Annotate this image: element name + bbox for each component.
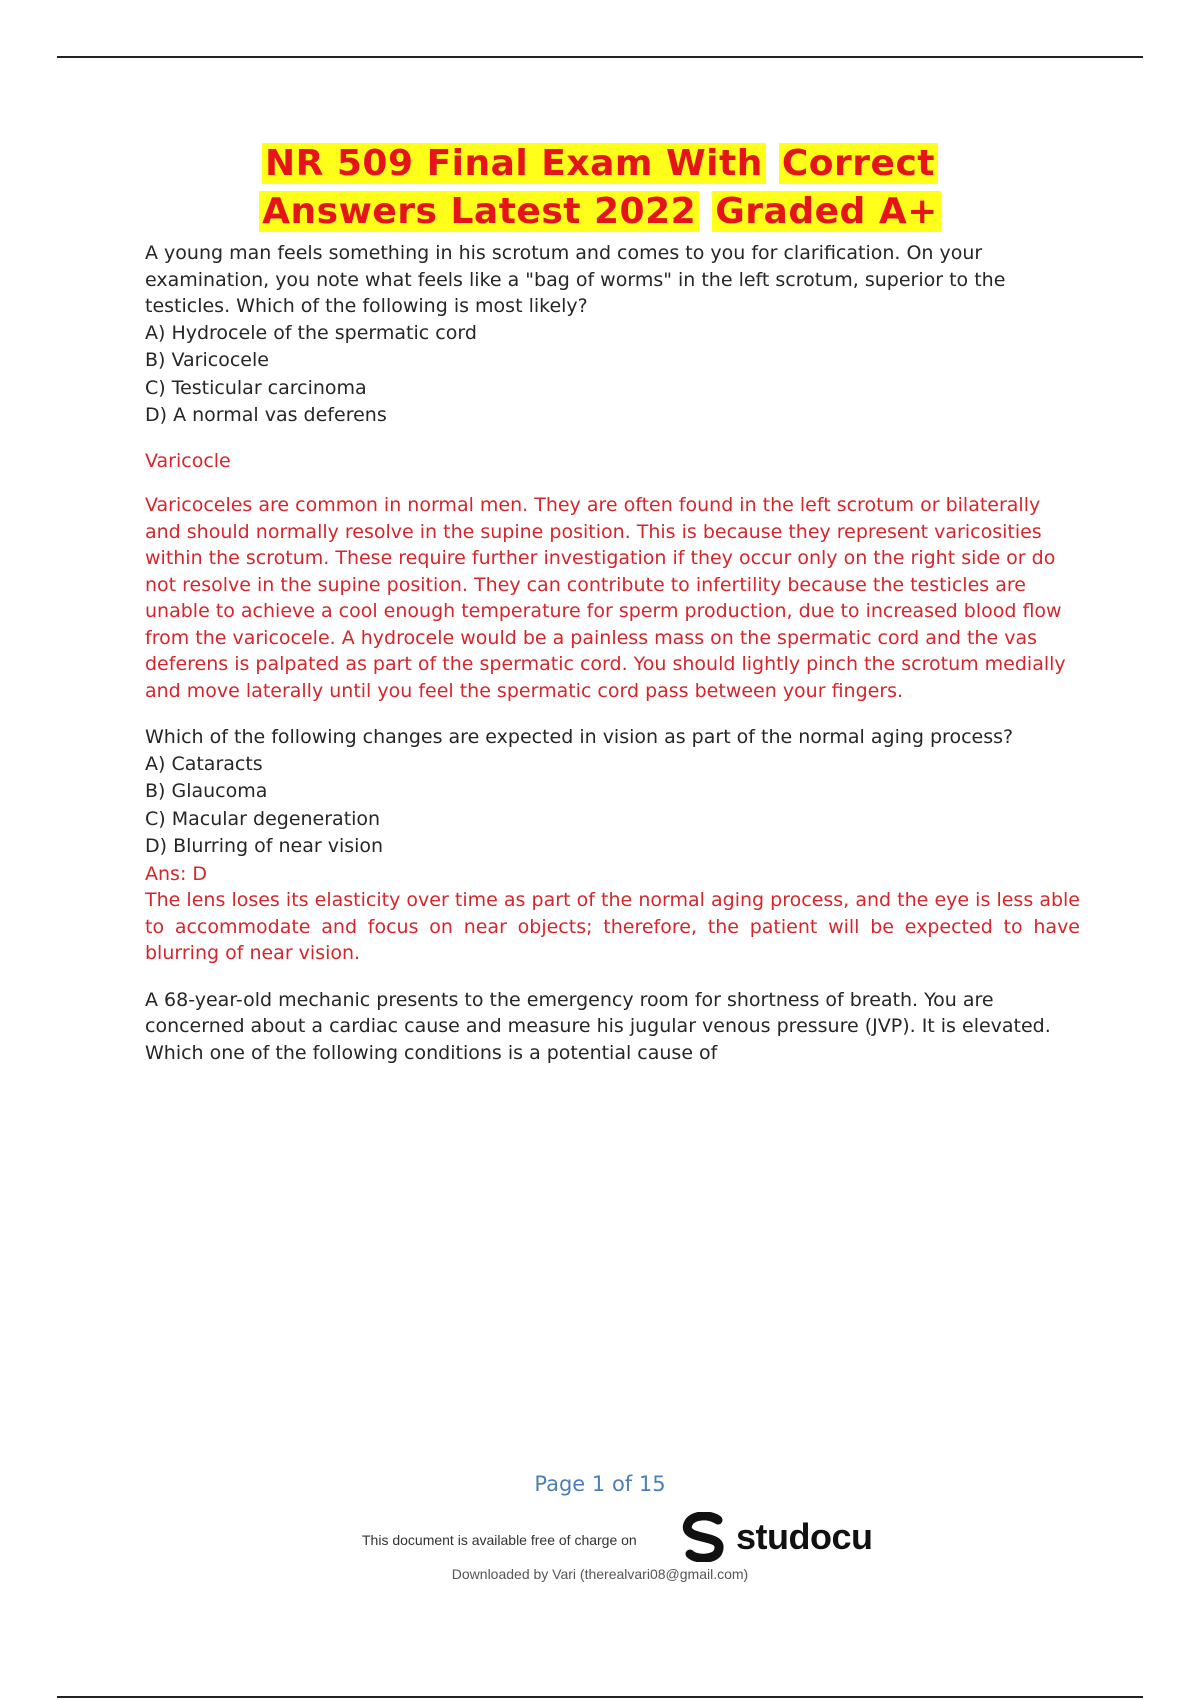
option: A) Cataracts [145,752,263,775]
question-2-answer: Ans: D [145,862,208,885]
downloaded-by: Downloaded by Vari (therealvari08@gmail.com) [451,1566,749,1582]
top-rule [57,56,1143,58]
title-line2-part1: Answers Latest 2022 [259,191,699,232]
title-line2-part2: Graded A+ [712,191,941,232]
question-3-text: A 68-year-old mechanic presents to the emergency room for shortness of breath. You are concerned about a cardiac cause and measure his jugular venous pressure (JVP). It is elevated. Which one of the following conditions is a potential cause of [145,988,1051,1064]
question-1-answer: Varicocle [145,449,231,472]
title-line1-part1: NR 509 Final Exam With [262,143,766,184]
option: C) Macular degeneration [145,807,381,830]
option: B) Varicocele [145,349,269,371]
bottom-rule [57,1696,1143,1698]
option: D) Blurring of near vision [145,835,384,857]
question-2-options [145,751,1080,861]
question-2-explanation: The lens loses its elasticity over time as part of the normal aging process, and the eye is less able to accommodate and focus on near objects; therefore, the patient will be expected to have blurring of near vision. [145,889,1080,964]
title-line1-part2: Correct [779,143,938,184]
availability-note: This document is available free of charge on [362,1532,637,1548]
question-1-text: A young man feels something in his scrotum and comes to you for clarification. On your examination, you note what feels like a "bag of worms" in the left scrotum, superior to the testicles. Which of the following is most likely? [145,242,1006,317]
option: B) Glaucoma [145,780,268,802]
document-title [0,140,1200,236]
question-2-text: Which of the following changes are expected in vision as part of the normal aging process? [145,726,1014,748]
option: A) Hydrocele of the spermatic cord [145,321,477,344]
studocu-wordmark: studocu [736,1516,873,1557]
option: C) Testicular carcinoma [145,376,367,399]
question-1-explanation: Varicoceles are common in normal men. They are often found in the left scrotum or bilaterally and should normally resolve in the supine position. This is because they represent varicosities within the scrotum. These require further investigation if they occur only on the right side or do not resolve in the supine position. They can contribute to infertility because the testicles are unable to achieve a cool enough temperature for sperm production, due to increased blood flow from the varicocele. A hydrocele would be a painless mass on the spermatic cord and the vas deferens is palpated as part of the spermatic cord. You should lightly pinch the scrotum medially and move laterally until you feel the spermatic cord pass between your fingers. [145,494,1066,702]
studocu-logo[interactable] [680,1512,873,1562]
question-1-options [145,320,1080,430]
studocu-s-icon [680,1512,730,1562]
document-body [145,240,1080,1066]
page-number: Page 1 of 15 [534,1472,666,1496]
option: D) A normal vas deferens [145,404,387,426]
